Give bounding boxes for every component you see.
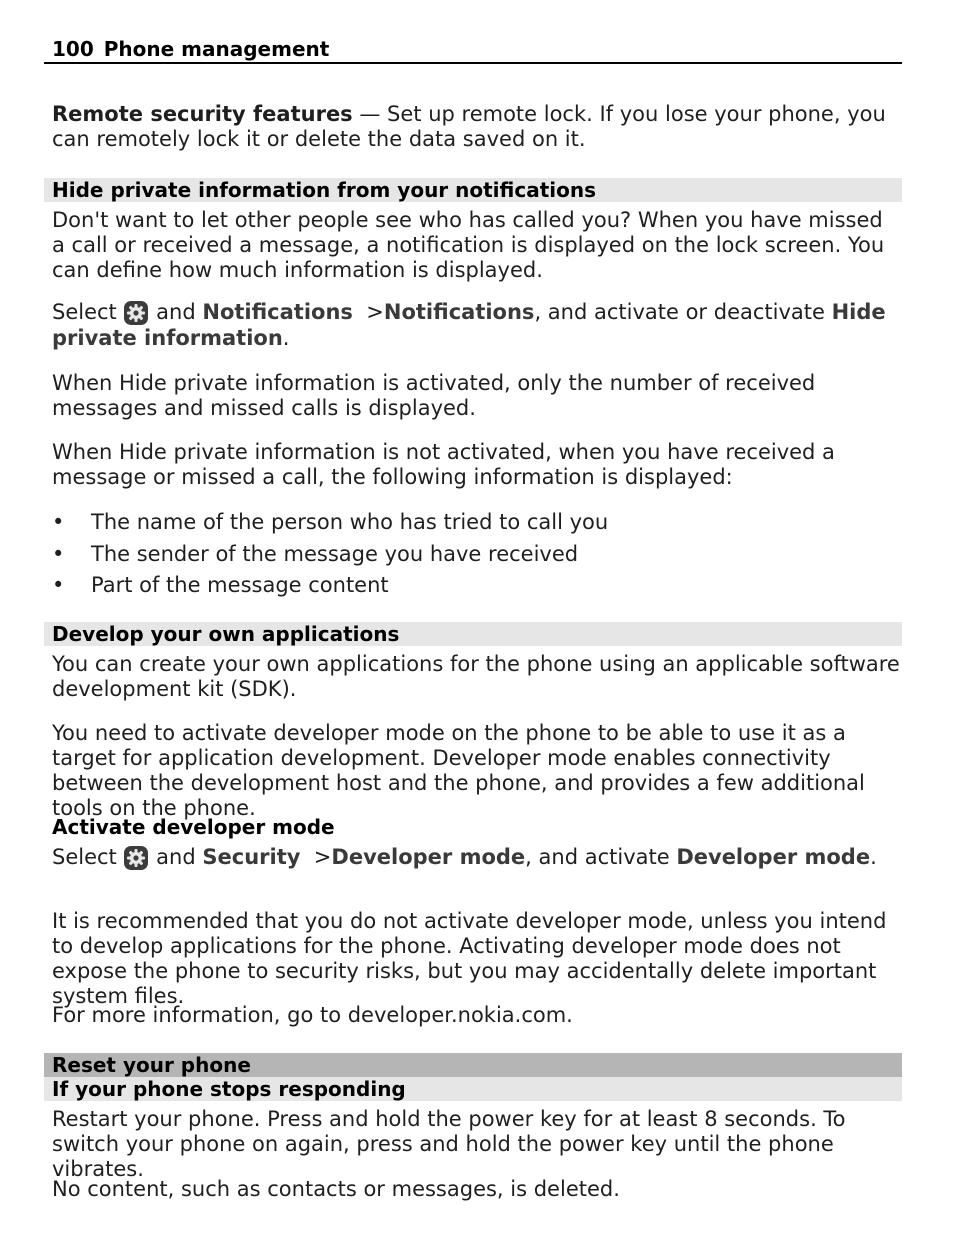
subsection-heading-stops-responding: If your phone stops responding xyxy=(44,1077,902,1101)
list-item: • Part of the message content xyxy=(52,573,389,597)
developer-mode-warning: It is recommended that you do not activate developer mode, unless you intend to develop applications for the phone. Activating developer mode does not expose the phone to security risks, but you may accidentally delete important system files. xyxy=(52,909,887,1008)
bullet-icon: • xyxy=(52,510,65,534)
chapter-title: Phone management xyxy=(103,37,330,61)
settings-gear-icon xyxy=(123,300,149,326)
menu-security: Security xyxy=(202,845,301,869)
developer-mode-select-instructions: Select and Security >Developer mode, and activate Developer mode. xyxy=(52,845,877,869)
hide-private-activated-para: When Hide private information is activated, only the number of received messages and missed calls is displayed. xyxy=(52,371,816,420)
activate-developer-mode-heading: Activate developer mode xyxy=(52,815,335,839)
hide-private-intro: Don't want to let other people see who has called you? When you have missed a call or received a message, a notification is displayed on the lock screen. You can define how much information is displayed. xyxy=(52,208,885,282)
remote-security-term: Remote security features xyxy=(52,102,353,126)
displayed-info-list xyxy=(52,508,902,603)
settings-gear-icon xyxy=(123,845,149,871)
submenu-developer-mode: Developer mode xyxy=(331,845,526,869)
hide-private-select-instructions: Select and Notifications >Notifications, and activate or deactivate Hide private information. xyxy=(52,300,886,350)
reset-no-content-deleted: No content, such as contacts or messages, is deleted. xyxy=(52,1177,620,1201)
submenu-notifications: Notifications xyxy=(383,300,535,324)
page-header xyxy=(44,36,902,64)
section-heading-reset: Reset your phone xyxy=(44,1053,902,1077)
developer-more-info: For more information, go to developer.nokia.com. xyxy=(52,1003,573,1027)
bullet-icon: • xyxy=(52,573,65,597)
develop-mode-para: You need to activate developer mode on the phone to be able to use it as a target for application development. Developer mode enables connectivity between the development host and the phone, and provides a few additional tools on the phone. xyxy=(52,721,865,820)
remote-security-desc: Set up remote lock. If you lose your phone, you can remotely lock it or delete the data saved on it. xyxy=(52,102,886,151)
bullet-icon: • xyxy=(52,541,65,566)
section-heading-hide-private: Hide private information from your notifications xyxy=(44,178,902,202)
section-heading-develop: Develop your own applications xyxy=(44,622,902,646)
setting-developer-mode: Developer mode xyxy=(676,845,871,869)
hide-private-not-activated-para: When Hide private information is not activated, when you have received a message or missed a call, the following information is displayed: xyxy=(52,440,835,489)
em-dash: — xyxy=(352,102,388,126)
page-number: 100 xyxy=(52,37,94,61)
remote-security-paragraph xyxy=(52,102,902,152)
list-item: • The sender of the message you have received xyxy=(52,541,579,566)
develop-intro: You can create your own applications for the phone using an applicable software development kit (SDK). xyxy=(52,652,900,701)
list-item: • The name of the person who has tried to call you xyxy=(52,510,609,534)
setting-hide-private-information: Hide private information xyxy=(52,300,886,350)
restart-instructions: Restart your phone. Press and hold the power key for at least 8 seconds. To switch your phone on again, press and hold the power key until the phone vibrates. xyxy=(52,1107,846,1181)
menu-notifications: Notifications xyxy=(202,300,353,324)
